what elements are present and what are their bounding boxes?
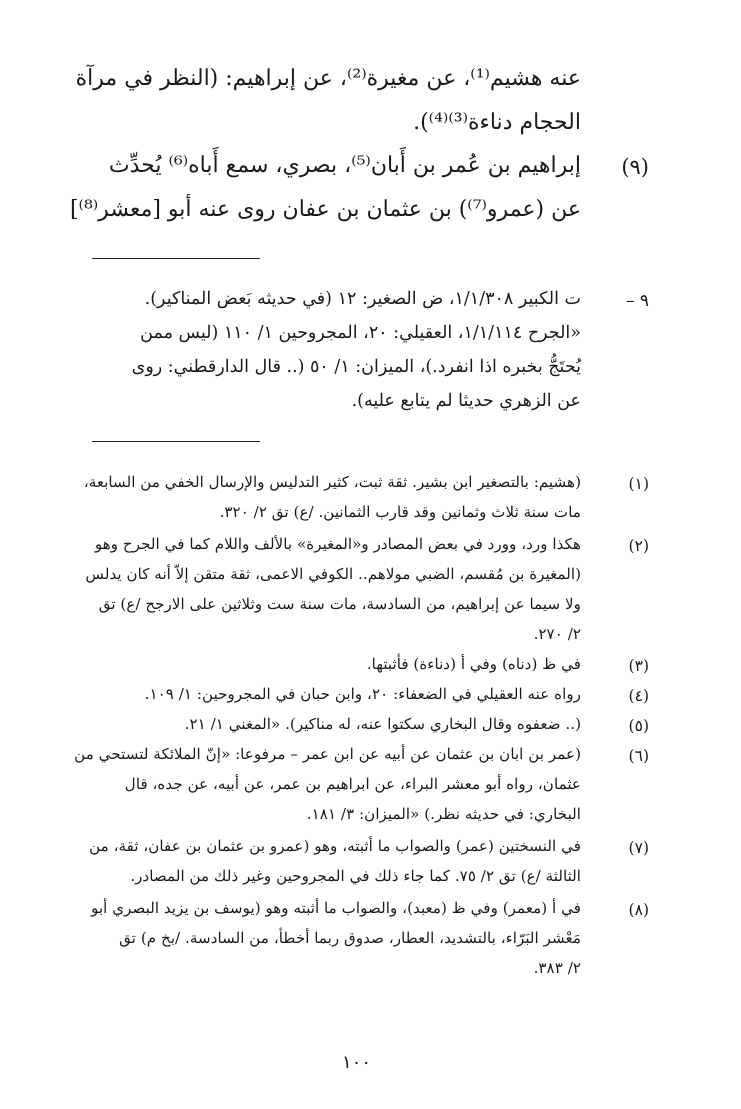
critical-note-line: «الجرح ١/١/١١٤، العقيلي: ٢٠، المجروحين ١/ ١١٠ (ليس ممن <box>140 323 581 343</box>
footnote-line: (عمر بن ابان بن عثمان عن أبيه عن ابن عمر – مرفوعا: «إنّ الملائكة لتستحي من <box>74 745 581 763</box>
footnote-line: مات سنة ثلاث وثمانين وقد قارب الثمانين. /ع) تق ٢/ ٣٢٠. <box>219 503 581 521</box>
critical-note-line: ت الكبير ١/١/٣٠٨، ض الصغير: ١٢ (في حديثه بَعض المناكير). <box>144 289 581 309</box>
footnote-line: في أ (معمر) وفي ظ (معبد)، والصواب ما أثبته وهو (يوسف بن يزيد البصري أبو <box>91 899 581 917</box>
footnote-line: عثمان، رواه أبو معشر البراء، عن ابراهيم بن عمر، عن أبيه، عن جده، قال <box>124 775 581 793</box>
entry-continuation-line-2: الحجام دناءة⁽³⁾⁽⁴⁾). <box>413 110 581 135</box>
footnote-number: (٤) <box>628 687 649 705</box>
footnote-line: (هشيم: بالتصغير ابن بشير. ثقة ثبت، كثير التدليس والإرسال الخفي من السابعة، <box>83 473 581 491</box>
entry-line-2: عن (عمرو⁽⁷⁾) بن عثمان بن عفان روى عنه أبو [معشر⁽⁸⁾] <box>69 197 581 222</box>
entry-number: (٩) <box>621 155 649 179</box>
footnote-number: (١) <box>628 475 649 493</box>
footnote-number: (٥) <box>628 717 649 735</box>
footnote-line: رواه عنه العقيلي في الضعفاء: ٢٠، وابن حبان في المجروحين: ١/ ١٠٩. <box>144 685 581 703</box>
page-number: ١٠٠ <box>342 1052 372 1073</box>
footnote-number: (٢) <box>628 537 649 555</box>
entry-line-1: إبراهيم بن عُمر بن أَبان⁽⁵⁾، بصري، سمع أَباه⁽⁶⁾ يُحدِّث <box>108 153 581 178</box>
footnote-number: (٦) <box>628 747 649 765</box>
critical-note-line: يُحتَجُّ بخبره اذا انفرد.)، الميزان: ١/ ٥٠ (.. قال الدارقطني: روى <box>131 357 581 377</box>
separator-rule-2 <box>92 441 260 442</box>
footnote-line: الثالثة /ع) تق ٢/ ٧٥. كما جاء ذلك في المجروحين وغير ذلك من المصادر. <box>130 867 581 885</box>
footnote-line: (المغيرة بن مُقسم، الضبي مولاهم.. الكوفي الاعمى، ثقة متقن إلاّ أنه كان يدلس <box>85 565 581 583</box>
critical-note-number: ٩ – <box>625 291 649 311</box>
footnote-line: ٢/ ٢٧٠. <box>533 625 581 643</box>
footnote-line: البخاري: في حديثه نظر.) «الميزان: ٣/ ١٨١. <box>306 805 581 823</box>
footnote-number: (٨) <box>628 901 649 919</box>
separator-rule-1 <box>92 258 260 259</box>
footnote-line: ولا سيما عن إبراهيم، من السادسة، مات سنة ست وثلاثين على الارجح /ع) تق <box>98 595 581 613</box>
footnote-number: (٧) <box>628 839 649 857</box>
footnote-line: (.. ضعفوه وقال البخاري سكتوا عنه، له مناكير). «المغني ١/ ٢١. <box>184 715 581 733</box>
entry-continuation-line-1: عنه هشيم⁽¹⁾، عن مغيرة⁽²⁾، عن إبراهيم: (النظر في مرآة <box>75 66 581 91</box>
footnote-line: في ظ (دناه) وفي أ (دناءة) فأثبتها. <box>366 655 581 673</box>
footnote-line: في النسختين (عمر) والصواب ما أثبته، وهو (عمرو بن عثمان بن عفان، ثقة، من <box>89 837 581 855</box>
footnote-line: هكذا ورد، وورد في بعض المصادر و«المغيرة» بالألف واللام كما في الجرح وهو <box>94 535 581 553</box>
footnote-line: ٢/ ٣٨٣. <box>533 959 581 977</box>
footnote-line: مَعْشر البَرّاء، بالتشديد، العطار، صدوق ربما أخطأ، من السادسة. /بخ م) تق <box>119 929 581 947</box>
critical-note-line: عن الزهري حديثا لم يتابع عليه). <box>351 391 581 411</box>
footnote-number: (٣) <box>628 657 649 675</box>
